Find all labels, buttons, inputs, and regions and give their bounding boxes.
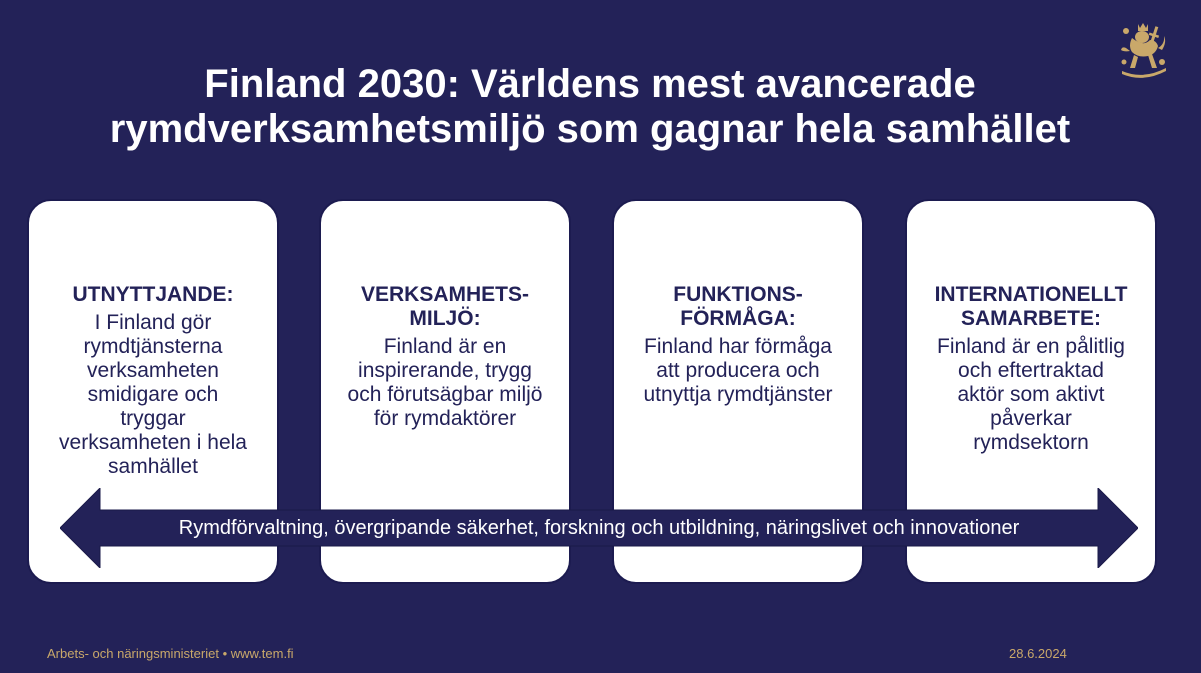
card-content — [907, 283, 1155, 455]
footer-date: 28.6.2024 — [1009, 646, 1067, 661]
card-body — [624, 335, 852, 407]
card-body-line: och förutsägbar miljö — [347, 383, 543, 406]
card-heading-line: FÖRMÅGA: — [680, 307, 796, 330]
card-body-line: Finland är en pålitlig — [937, 335, 1125, 358]
card-body-line: I Finland gör — [94, 311, 212, 334]
card-body — [39, 311, 267, 479]
card-body-line: tryggar — [120, 407, 186, 430]
card-heading-line: MILJÖ: — [409, 307, 481, 330]
card-body-line: Finland har förmåga — [644, 335, 832, 358]
card-heading — [39, 283, 267, 307]
card-body-line: Finland är en — [383, 335, 507, 358]
card-heading-line: SAMARBETE: — [961, 307, 1101, 330]
card-body-line: smidigare och — [87, 383, 219, 406]
card-body-line: verksamheten — [87, 359, 219, 382]
slide-title — [40, 62, 1140, 152]
card-content — [614, 283, 862, 407]
card-content — [29, 283, 277, 479]
arrow-label: Rymdförvaltning, övergripande säkerhet, forskning och utbildning, näringslivet och innovationer — [178, 517, 1020, 539]
card-body — [917, 335, 1145, 455]
card-heading — [331, 283, 559, 331]
card-body-line: att producera och — [656, 359, 820, 382]
finnish-lion-emblem-icon — [1118, 22, 1168, 84]
card-heading-line: VERKSAMHETS- — [360, 283, 529, 306]
footer-organization: Arbets- och näringsministeriet • www.tem.fi — [47, 646, 294, 661]
slide-title-line-1: Finland 2030: Världens mest avancerade — [204, 62, 976, 106]
card-body-line: påverkar — [990, 407, 1072, 430]
card-body-line: inspirerande, trygg — [358, 359, 532, 382]
card-heading — [624, 283, 852, 331]
card-heading-line: INTERNATIONELLT — [934, 283, 1128, 306]
card-body-line: rymdtjänsterna — [83, 335, 223, 358]
card-body-line: för rymdaktörer — [373, 407, 517, 430]
slide-title-line-2: rymdverksamhetsmiljö som gagnar hela samhället — [109, 107, 1071, 151]
card-body-line: samhället — [108, 455, 198, 478]
card-content — [321, 283, 569, 431]
card-heading-line: FUNKTIONS- — [673, 283, 803, 306]
card-body-line: utnyttja rymdtjänster — [643, 383, 833, 406]
card-body-line: och eftertraktad — [958, 359, 1104, 382]
card-body — [331, 335, 559, 431]
card-body-line: aktör som aktivt — [957, 383, 1105, 406]
card-body-line: rymdsektorn — [973, 431, 1089, 454]
card-heading — [917, 283, 1145, 331]
card-heading-line: UTNYTTJANDE: — [72, 283, 234, 306]
card-body-line: verksamheten i hela — [59, 431, 247, 454]
